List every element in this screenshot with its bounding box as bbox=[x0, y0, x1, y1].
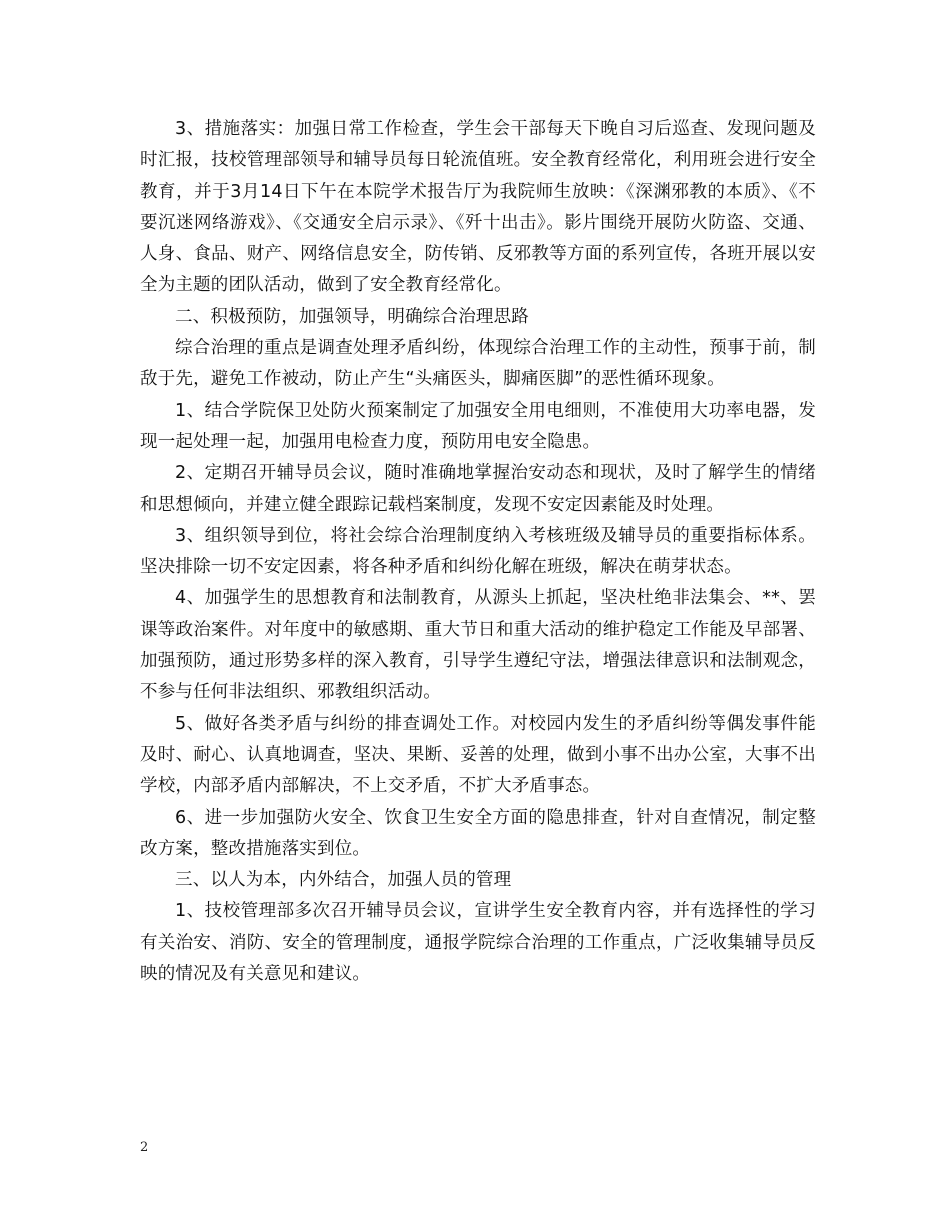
paragraph-measures-implementation: 3、措施落实：加强日常工作检查，学生会干部每天下晚自习后巡查、发现问题及时汇报，技校管理部领导和辅导员每日轮流值班。安全教育经常化，利用班会进行安全教育，并于3月14日下午在本院学术报告厅为我院师生放映：《深渊邪教的本质》、《不要沉迷网络游戏》、《交通安全启示录》、《歼十出击》。影片围绕开展防火防盗、交通、人身、食品、财产、网络信息安全，防传销、反邪教等方面的系列宣传，各班开展以安全为主题的团队活动，做到了安全教育经常化。 bbox=[140, 119, 816, 296]
page-number: 2 bbox=[140, 1140, 149, 1155]
paragraph-item-6: 6、进一步加强防火安全、饮食卫生安全方面的隐患排查，针对自查情况，制定整改方案，整改措施落实到位。 bbox=[140, 807, 816, 859]
paragraph-comprehensive-governance: 综合治理的重点是调查处理矛盾纠纷，体现综合治理工作的主动性，预事于前，制敌于先，避免工作被动，防止产生“头痛医头，脚痛医脚”的恶性循环现象。 bbox=[140, 338, 816, 390]
paragraph-item-5: 5、做好各类矛盾与纠纷的排查调处工作。对校园内发生的矛盾纠纷等偶发事件能及时、耐心、认真地调查，坚决、果断、妥善的处理，做到小事不出办公室，大事不出学校，内部矛盾内部解决，不上交矛盾，不扩大矛盾事态。 bbox=[140, 713, 816, 797]
section-heading-3: 三、以人为本，内外结合，加强人员的管理 bbox=[175, 870, 512, 891]
section-heading-2: 二、积极预防，加强领导，明确综合治理思路 bbox=[175, 306, 529, 327]
paragraph-item-4: 4、加强学生的思想教育和法制教育，从源头上抓起，坚决杜绝非法集会、**、罢课等政治案件。对年度中的敏感期、重大节日和重大活动的维护稳定工作能及早部署、加强预防，通过形势多样的深入教育，引导学生遵纪守法，增强法律意识和法制观念，不参与任何非法组织、邪教组织活动。 bbox=[140, 588, 816, 703]
document-body bbox=[140, 114, 816, 990]
paragraph-item-1: 1、结合学院保卫处防火预案制定了加强安全用电细则，不准使用大功率电器，发现一起处理一起，加强用电检查力度，预防用电安全隐患。 bbox=[140, 400, 816, 452]
paragraph-item-3: 3、组织领导到位，将社会综合治理制度纳入考核班级及辅导员的重要指标体系。坚决排除一切不安定因素，将各种矛盾和纠纷化解在班级，解决在萌芽状态。 bbox=[140, 525, 816, 578]
paragraph-item-2: 2、定期召开辅导员会议，随时准确地掌握治安动态和现状，及时了解学生的情绪和思想倾向，并建立健全跟踪记载档案制度，发现不安定因素能及时处理。 bbox=[140, 463, 816, 515]
paragraph-section3-item-1: 1、技校管理部多次召开辅导员会议，宣讲学生安全教育内容，并有选择性的学习有关治安、消防、安全的管理制度，通报学院综合治理的工作重点，广泛收集辅导员反映的情况及有关意见和建议。 bbox=[140, 901, 816, 985]
